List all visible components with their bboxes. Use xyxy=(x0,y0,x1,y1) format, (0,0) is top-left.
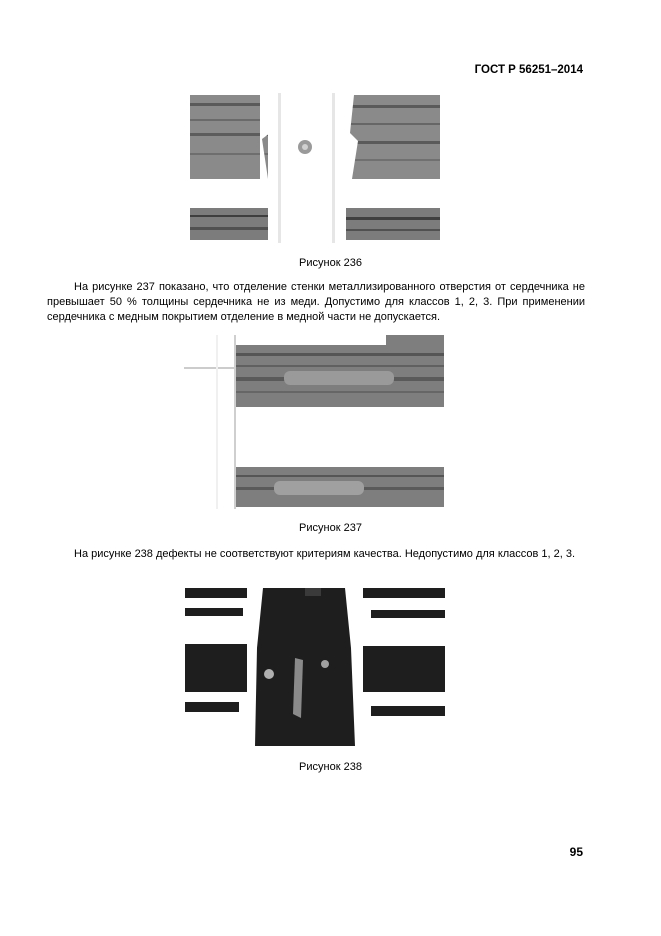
figure-236-micrograph xyxy=(190,93,440,243)
figure-238-caption: Рисунок 238 xyxy=(299,761,362,773)
document-header: ГОСТ Р 56251–2014 xyxy=(474,64,583,76)
paragraph-figure-238: На рисунке 238 дефекты не соответствуют критериям качества. Недопустимо для классов 1, 2, 3. xyxy=(74,548,576,560)
figure-237-caption: Рисунок 237 xyxy=(299,522,362,534)
page-number: 95 xyxy=(569,845,583,859)
figure-237-micrograph xyxy=(184,335,446,509)
paragraph-figure-237: На рисунке 237 показано, что отделение стенки металлизированного отверстия от сердечника не превышает 50 % толщины сердечника не из меди. Допустимо для классов 1, 2, 3. При применении сердечника с медным покрытием отделение в медной части не допускается. xyxy=(47,281,585,323)
figure-238-micrograph xyxy=(185,588,445,746)
figure-236-caption: Рисунок 236 xyxy=(299,257,362,269)
